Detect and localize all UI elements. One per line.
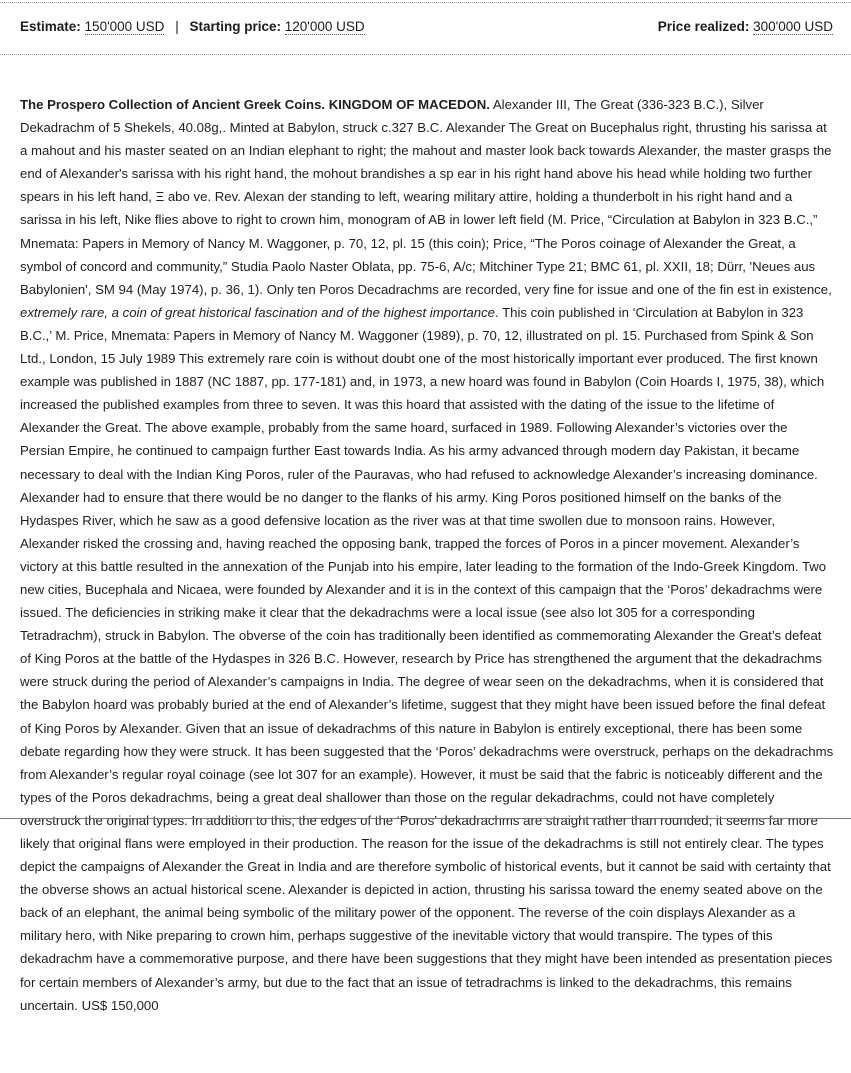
header-separator: | [175,19,179,34]
starting-price-label: Starting price: [189,19,281,34]
header-divider [0,54,851,55]
lot-text-part-2: . This coin published in ‘Circulation at Babylon in 323 B.C.,’ M. Price, Mnemata: Papers in Memory of Nancy M. Waggoner (1989), p. 70, 12, illustrated on pl. 15. Purchased from Spink & Son Ltd., London, 15 July 1989 This extremely rare coin is without doubt one of the most historically important ever produced. The first known example was published in 1887 (NC 1887, pp. 177-181) and, in 1973, a new hoard was found in Babylon (Coin Hoards I, 1975, 38), which increased the published examples from three to seven. It was this hoard that assisted with the dating of the issue to the lifetime of Alexander the Great. The above example, probably from the same hoard, surfaced in 1989. Following Alexander’s victories over the Persian Empire, he continued to campaign further East towards India. As his army advanced through modern day Pakistan, it became necessary to deal with the Indian King Poros, ruler of the Pauravas, who had refused to acknowledge Alexander’s increasing dominance. Alexander had to ensure that there would be no danger to the flanks of his army. King Poros positioned himself on the banks of the Hydaspes River, which he saw as a good defensive location as the river was at that time swollen due to monsoon rains. However, Alexander risked the crossing and, having reached the opposing bank, trapped the forces of Poros in a pincer movement. Alexander’s victory at this battle resulted in the annexation of the Punjab into his empire, later leading to the formation of the Indo-Greek Kingdom. Two new cities, Bucephala and Nicaea, were founded by Alexander and it is in the context of this campaign that the ‘Poros’ dekadrachms were issued. The deficiencies in striking make it clear that the dekadrachms were a local issue (see also lot 305 for a corresponding Tetradrachm), struck in Babylon. The obverse of the coin has traditionally been identified as commemorating Alexander the Great’s defeat of King Poros at the battle of the Hydaspes in 326 B.C. However, research by Price has strengthened the argument that the dekadrachms were struck during the period of Alexander’s campaigns in India. The degree of wear seen on the dekadrachms, when it is considered that the Babylon hoard was probably buried at the end of Alexander’s lifetime, suggest that they might have been issued before the final defeat of King Poros by Alexander. Given that an issue of dekadrachms of this nature in Babylon is entirely exceptional, there has been some debate regarding how they were struck. It has been suggested that the ‘Poros’ dekadrachms were overstruck, perhaps on the dekadrachms from Alexander’s regular royal coinage (see lot 307 for an example). However, it must be said that the fabric is noticeably different and the types of the Poros dekadrachms, being a great deal shallower than those on the regular dekadrachms, could not have completely overstruck the original types. In addition to this, the edges of the ‘Poros’ dekadrachms are straight rather than rounded; it seems far more likely that original flans were employed in their production. The reason for the issue of the dekadrachms is still not entirely clear. The types depict the campaigns of Alexander the Great in India and are therefore symbolic of historical events, but it cannot be said with certainty that the obverse shows an actual historical scene. Alexander is depicted in action, thrusting his sarissa toward the enemy seated above on the back of an elephant, the animal being symbolic of the military power of the opponent. The reverse of the coin displays Alexander as a military hero, with Nike preparing to crown him, perhaps suggestive of the inevitable victory that would transpire. The types of this dekadrachm have a commemorative purpose, and there have been suggestions that they might have been intended as presentation pieces for certain members of Alexander’s army, but due to the fact that an issue of tetradrachms is linked to the dekadrachms, this remains uncertain. US$ 150,000 [20,304,834,1013]
price-header [20,17,833,37]
lot-description [20,93,834,1017]
lot-description-paragraph [20,93,834,1017]
top-divider [0,2,851,3]
estimate-value[interactable]: 150'000 USD [84,19,165,34]
price-realized-value[interactable]: 300'000 USD [753,19,833,34]
lot-rarity-note: extremely rare, a coin of great historical fascination and of the highest importance [20,304,496,320]
lot-text-part-1: Alexander III, The Great (336-323 B.C.), Silver Dekadrachm of 5 Shekels, 40.08g,. Minted at Babylon, struck c.327 B.C. Alexander The Great on Bucephalus right, thrusting his sarissa at a mahout and his master seated on an Indian elephant to right; the mahout and master look back towards Alexander, the master grasps the end of Alexander's sarissa with his right hand, the mohout brandishes a sp ear in his right hand above his head while holding two further spears in his left hand, Ξ abo ve. Rev. Alexan der standing to left, wearing military attire, holding a thunderbolt in his right hand and a sarissa in his left, Nike flies above to right to crown him, monogram of AB in lower left field (M. Price, “Circulation at Babylon in 323 B.C.,” Mnemata: Papers in Memory of Nancy M. Waggoner, p. 70, 12, pl. 15 (this coin); Price, “The Poros coinage of Alexander the Great, a symbol of concord and community,” Studia Paolo Naster Oblata, pp. 75-6, A/c; Mitchiner Type 21; BMC 61, pl. XXII, 18; Dürr, 'Neues aus Babylonien', SM 94 (May 1974), p. 36, 1). Only ten Poros Decadrachms are recorded, very fine for issue and one of the fin est in existence, [20,97,832,297]
estimate-label: Estimate: [20,19,81,34]
price-realized-label: Price realized: [657,19,750,34]
lot-title: The Prospero Collection of Ancient Greek Coins. KINGDOM OF MACEDON. [20,97,490,112]
page-seam [0,818,851,819]
starting-price-value[interactable]: 120'000 USD [284,19,365,34]
price-realized [658,17,833,37]
